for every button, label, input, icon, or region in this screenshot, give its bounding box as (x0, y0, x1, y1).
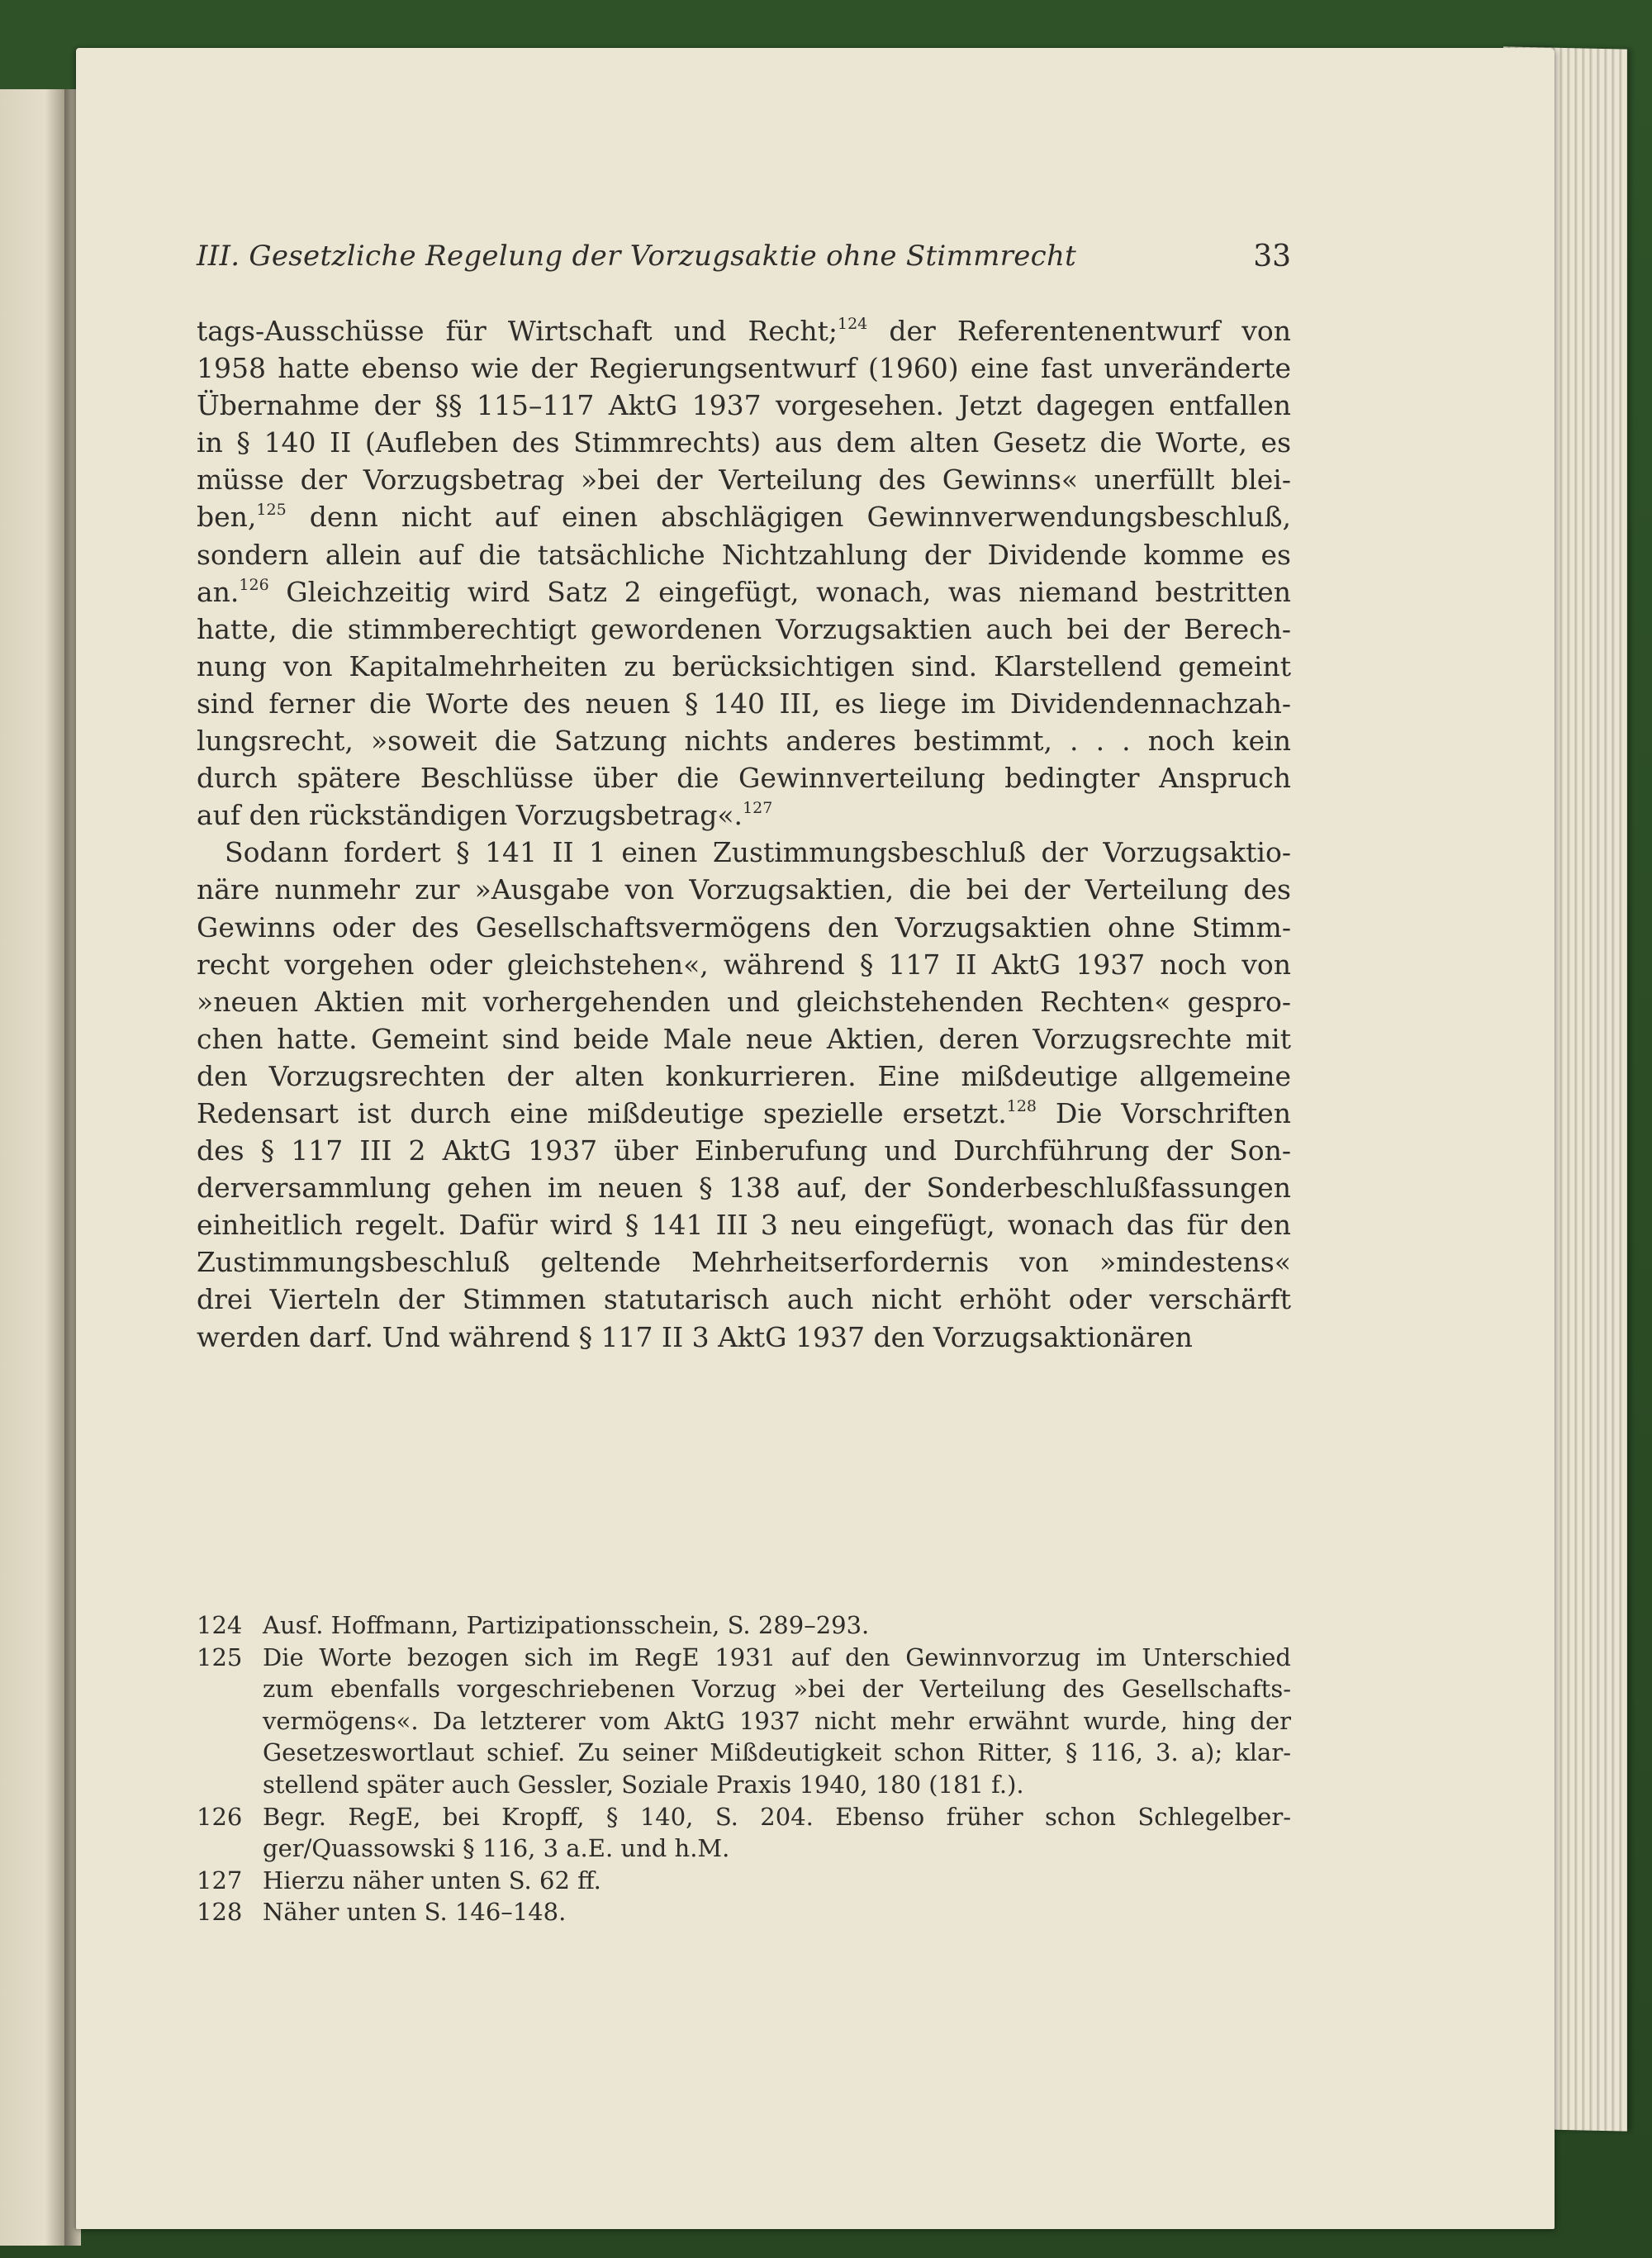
body-line (197, 796, 1291, 834)
body-text-run: werden darf. Und während § 117 II 3 AktG 1937 den Vorzugsaktionären (197, 1320, 1193, 1353)
footnote-ref: 124 (838, 315, 868, 333)
body-text-run: 1958 hatte ebenso wie der Regierungsentwurf (1960) eine fast unveränderte (197, 352, 1291, 385)
body-text-run: denn nicht auf einen abschlägigen Gewinnverwendungsbeschluß, (286, 501, 1291, 534)
body-text-run: lungsrecht, »soweit die Satzung nichts anderes bestimmt, . . . noch kein (197, 725, 1291, 758)
body-text-run: Zustimmungsbeschluß geltende Mehrheitserfordernis von »mindestens« (197, 1246, 1291, 1279)
body-text-run: den Vorzugsrechten der alten konkurrieren. Eine mißdeutige allgemeine (197, 1059, 1291, 1092)
body-line (197, 1020, 1291, 1058)
body-line (197, 722, 1291, 759)
body-text-run: sondern allein auf die tatsächliche Nichtzahlung der Dividende komme es (197, 538, 1291, 571)
body-text-run: an. (197, 575, 240, 608)
body-text-run: in § 140 II (Aufleben des Stimmrechts) aus dem alten Gesetz die Worte, es (197, 426, 1291, 459)
footnotes (197, 1609, 1291, 1928)
body-line (197, 498, 1291, 535)
body-line (197, 312, 1291, 349)
footnote-ref: 127 (743, 799, 773, 818)
footnote-line: stellend später auch Gessler, Soziale Praxis 1940, 180 (181 f.). (263, 1770, 1024, 1799)
body-text-run: chen hatte. Gemeint sind beide Male neue Aktien, deren Vorzugsrechte mit (197, 1022, 1291, 1055)
body-text-run: müsse der Vorzugsbetrag »bei der Verteilung des Gewinns« unerfüllt blei- (197, 463, 1291, 497)
body-line (197, 685, 1291, 722)
body-text-run: drei Vierteln der Stimmen statutarisch auch nicht erhöht oder verschärft (197, 1283, 1291, 1316)
body-text-run: Übernahme der §§ 115–117 AktG 1937 vorgesehen. Jetzt dagegen entfallen (197, 389, 1291, 422)
body-line (197, 834, 1291, 871)
footnote (197, 1801, 1291, 1865)
body-text-run: tags-Ausschüsse für Wirtschaft und Recht; (197, 315, 838, 347)
body-line (197, 1169, 1291, 1206)
body-line (197, 1095, 1291, 1132)
body-line (197, 387, 1291, 424)
body-text-run: ben, (197, 501, 257, 534)
body-text-run: derversammlung gehen im neuen § 138 auf, der Sonderbeschlußfassungen (197, 1172, 1291, 1205)
body-line (197, 424, 1291, 461)
body-text-run: Redensart ist durch eine mißdeutige spezielle ersetzt. (197, 1096, 1007, 1129)
footnote-line: vermögens«. Da letzterer vom AktG 1937 nicht mehr erwähnt wurde, hing der (263, 1706, 1291, 1735)
facing-page-edge (0, 89, 64, 2246)
footnote-ref: 128 (1006, 1096, 1037, 1115)
page-number: 33 (1253, 240, 1291, 273)
body-line (197, 1243, 1291, 1281)
footnote-line: Ausf. Hoffmann, Partizipationsschein, S. 289–293. (263, 1611, 870, 1639)
footnote-line: Hierzu näher unten S. 62 ff. (263, 1866, 601, 1894)
footnote-number: 127 (197, 1866, 243, 1894)
footnote-line: zum ebenfalls vorgeschriebenen Vorzug »bei der Verteilung des Gesellschafts- (263, 1675, 1291, 1704)
body-line (197, 1206, 1291, 1243)
footnote (197, 1609, 1291, 1642)
body-line (197, 536, 1291, 573)
footnote-ref: 125 (256, 501, 287, 520)
running-title: III. Gesetzliche Regelung der Vorzugsaktie ohne Stimmrecht (197, 240, 1077, 273)
body-text-run: »neuen Aktien mit vorhergehenden und gleichstehenden Rechten« gespro- (197, 985, 1291, 1018)
body-line (197, 1132, 1291, 1169)
body-line (197, 573, 1291, 611)
body-line (197, 1319, 1291, 1356)
body-text-run: sind ferner die Worte des neuen § 140 III, es liege im Dividendennachzah- (197, 687, 1291, 720)
body-line (197, 983, 1291, 1020)
body-line (197, 611, 1291, 648)
footnote-line: Gesetzeswortlaut schief. Zu seiner Mißdeutigkeit schon Ritter, § 116, 3. a); klar- (263, 1738, 1291, 1767)
body-text-run: Gewinns oder des Gesellschaftsvermögens den Vorzugsaktien ohne Stimm- (197, 910, 1291, 944)
footnote-line: Begr. RegE, bei Kropff, § 140, S. 204. Ebenso früher schon Schlegelber- (263, 1802, 1291, 1831)
footnote (197, 1865, 1291, 1897)
body-line (197, 1281, 1291, 1318)
body-line (197, 759, 1291, 796)
body-line (197, 1058, 1291, 1095)
body-text-run: nung von Kapitalmehrheiten zu berücksichtigen sind. Klarstellend gemeint (197, 649, 1291, 682)
body-text-run: durch spätere Beschlüsse über die Gewinnverteilung bedingter Anspruch (197, 762, 1291, 795)
body-line (197, 349, 1291, 387)
footnote-number: 128 (197, 1898, 243, 1927)
body-text-run: einheitlich regelt. Dafür wird § 141 III 3 neu eingefügt, wonach das für den (197, 1209, 1291, 1242)
running-header (197, 240, 1291, 283)
body-line (197, 648, 1291, 685)
footnote-number: 125 (197, 1642, 243, 1671)
footnote-ref: 126 (239, 575, 269, 594)
body-line (197, 946, 1291, 983)
body-text (197, 312, 1291, 1356)
body-text-run: hatte, die stimmberechtigt gewordenen Vorzugsaktien auch bei der Berech- (197, 612, 1291, 645)
footnote (197, 1642, 1291, 1801)
body-text-run: Die Vorschriften (1037, 1096, 1291, 1129)
body-text-run: Sodann fordert § 141 II 1 einen Zustimmungsbeschluß der Vorzugsaktio- (225, 836, 1291, 869)
body-line (197, 461, 1291, 498)
footnote (197, 1896, 1291, 1928)
footnote-line: ger/Quassowski § 116, 3 a.E. und h.M. (263, 1834, 730, 1863)
body-text-run: des § 117 III 2 AktG 1937 über Einberufung und Durchführung der Son- (197, 1134, 1291, 1167)
body-text-run: recht vorgehen oder gleichstehen«, während § 117 II AktG 1937 noch von (197, 948, 1291, 981)
body-line (197, 871, 1291, 908)
body-text-run: der Referentenentwurf von (867, 315, 1292, 347)
body-text-run: Gleichzeitig wird Satz 2 eingefügt, wonach, was niemand bestritten (268, 575, 1291, 608)
body-text-run: auf den rückständigen Vorzugsbetrag«. (197, 799, 743, 832)
body-text-run: näre nunmehr zur »Ausgabe von Vorzugsaktien, die bei der Verteilung des (197, 873, 1291, 906)
footnote-number: 126 (197, 1802, 243, 1831)
body-line (197, 909, 1291, 946)
footnote-line: Die Worte bezogen sich im RegE 1931 auf den Gewinnvorzug im Unterschied (263, 1642, 1291, 1671)
footnote-number: 124 (197, 1611, 243, 1639)
footnote-line: Näher unten S. 146–148. (263, 1898, 567, 1927)
